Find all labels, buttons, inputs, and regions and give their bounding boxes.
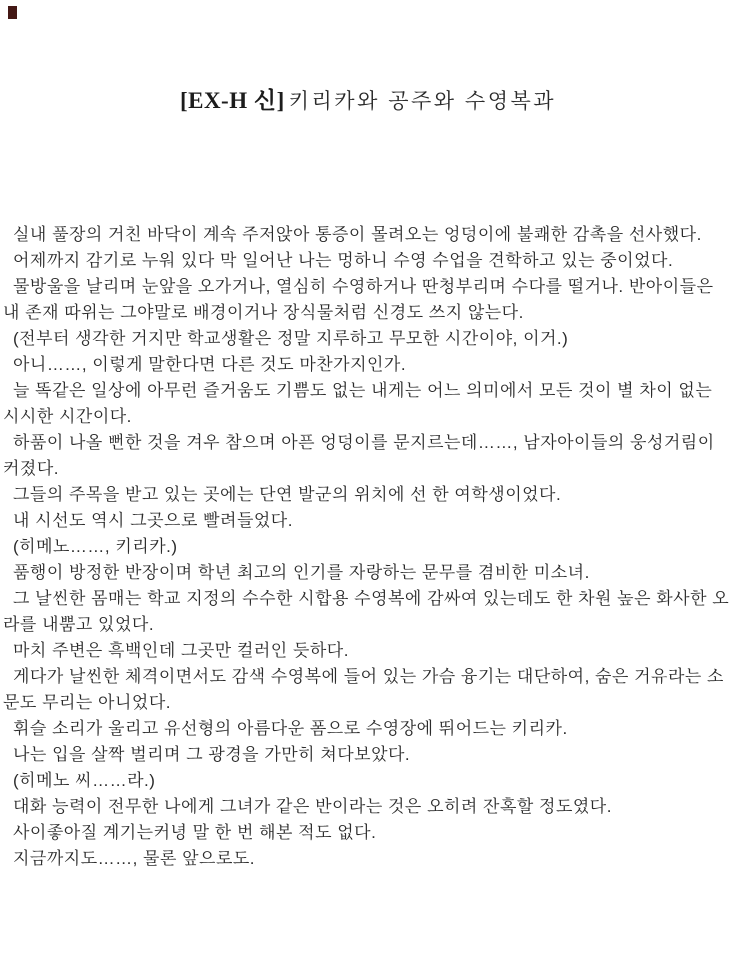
- paragraph: 대화 능력이 전무한 나에게 그녀가 같은 반이라는 것은 오히려 잔혹할 정도였다.: [13, 797, 612, 816]
- paragraph: 내 시선도 역시 그곳으로 빨려들었다.: [13, 511, 293, 530]
- paragraph: 물방울을 날리며 눈앞을 오가거나, 열심히 수영하거나 딴청부리며 수다를 떨거나. 반아이들은 내 존재 따위는 그야말로 배경이거나 장식물처럼 신경도 쓰지 않는다.: [3, 277, 714, 322]
- paragraph: 실내 풀장의 거친 바닥이 계속 주저앉아 통증이 몰려오는 엉덩이에 불쾌한 감촉을 선사했다.: [13, 225, 702, 244]
- paragraph: (전부터 생각한 거지만 학교생활은 정말 지루하고 무모한 시간이야, 이거.): [13, 329, 569, 348]
- paragraph: 아니……, 이렇게 말한다면 다른 것도 마찬가지인가.: [13, 355, 407, 374]
- paragraph: 하품이 나올 뻔한 것을 겨우 참으며 아픈 엉덩이를 문지르는데……, 남자아이들의 웅성거림이 커졌다.: [3, 433, 715, 478]
- body-text: [3, 222, 732, 872]
- paragraph: 마치 주변은 흑백인데 그곳만 컬러인 듯하다.: [13, 641, 349, 660]
- paragraph: 휘슬 소리가 울리고 유선형의 아름다운 폼으로 수영장에 뛰어드는 키리카.: [13, 719, 568, 738]
- paragraph: 그 날씬한 몸매는 학교 지정의 수수한 시합용 수영복에 감싸여 있는데도 한 차원 높은 화사한 오라를 내뿜고 있었다.: [3, 589, 730, 634]
- paragraph: 사이좋아질 계기는커녕 말 한 번 해본 적도 없다.: [13, 823, 377, 842]
- paragraph: 나는 입을 살짝 벌리며 그 광경을 가만히 쳐다보았다.: [13, 745, 411, 764]
- paragraph: 그들의 주목을 받고 있는 곳에는 단연 발군의 위치에 선 한 여학생이었다.: [13, 485, 562, 504]
- paragraph: 게다가 날씬한 체격이면서도 감색 수영복에 들어 있는 가슴 융기는 대단하여, 숨은 거유라는 소문도 무리는 아니었다.: [3, 667, 724, 712]
- page-title: [0, 82, 736, 115]
- chapter-tag: [EX-H 신]: [179, 88, 285, 113]
- chapter-title: 키리카와 공주와 수영복과: [288, 90, 557, 113]
- paragraph: (히메노……, 키리카.): [13, 537, 178, 556]
- paragraph: 지금까지도……, 물론 앞으로도.: [13, 849, 256, 868]
- paragraph: (히메노 씨……라.): [13, 771, 156, 790]
- paragraph: 품행이 방정한 반장이며 학년 최고의 인기를 자랑하는 문무를 겸비한 미소녀.: [13, 563, 590, 582]
- paragraph: 어제까지 감기로 누워 있다 막 일어난 나는 멍하니 수영 수업을 견학하고 있는 중이었다.: [13, 251, 674, 270]
- paragraph: 늘 똑같은 일상에 아무런 즐거움도 기쁨도 없는 내게는 어느 의미에서 모든 것이 별 차이 없는 시시한 시간이다.: [3, 381, 713, 426]
- corner-artifact: [8, 6, 17, 19]
